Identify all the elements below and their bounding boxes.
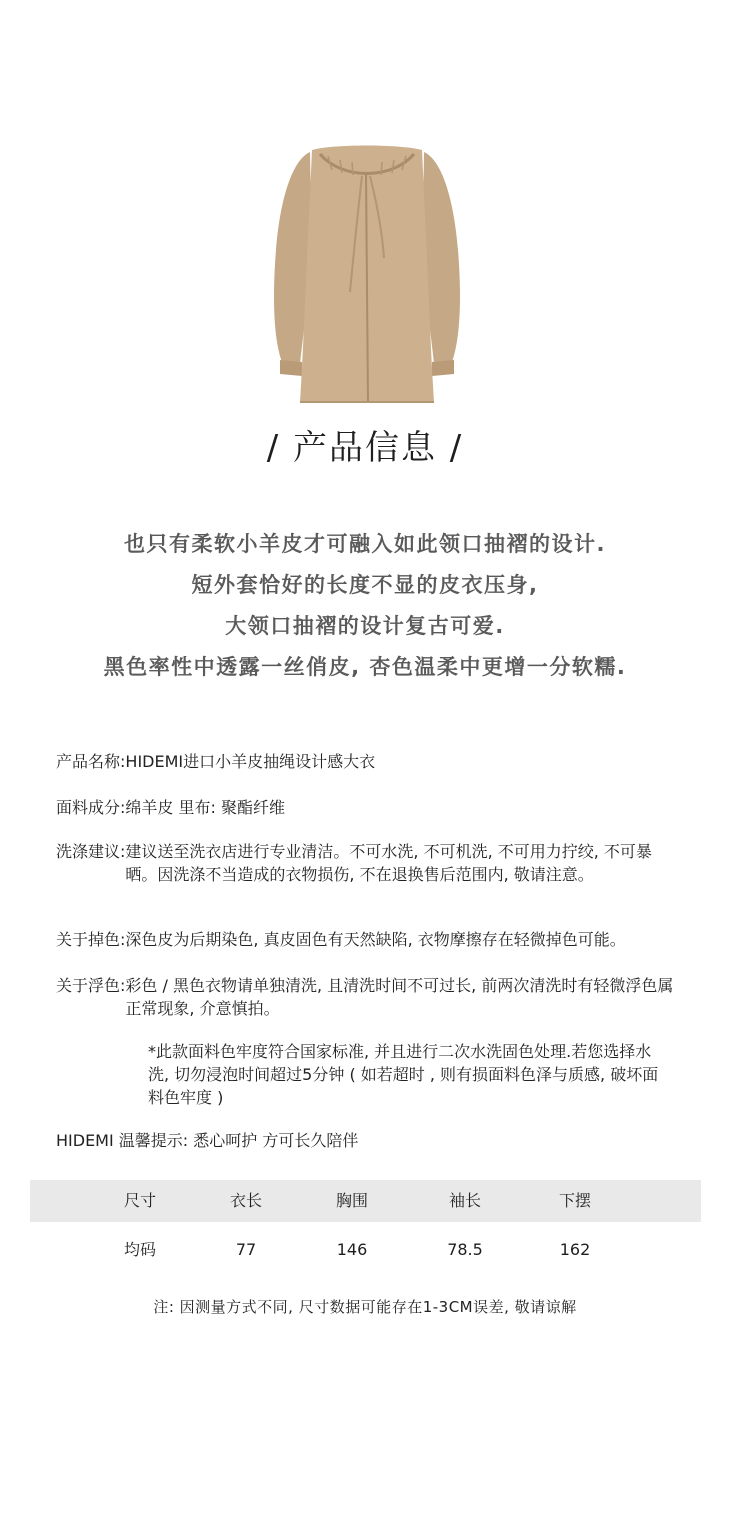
coat-illustration-icon [262, 140, 472, 410]
detail-value: 建议送至洗衣店进行专业清洁。不可水洗, 不可机洗, 不可用力拧绞, 不可暴晒。因洗涤不当造成的衣物损伤, 不在退换售后范围内, 敬请注意。 [125, 842, 652, 884]
header-cell: 胸围 [335, 1191, 368, 1210]
detail-label: 洗涤建议: [56, 842, 126, 861]
size-table-header [30, 1180, 701, 1222]
table-cell: 均码 [123, 1240, 156, 1259]
detail-value: 深色皮为后期染色, 真皮固色有天然缺陷, 衣物摩擦存在轻微掉色可能。 [125, 930, 626, 949]
header-cell: 下摆 [558, 1191, 591, 1210]
detail-name [56, 750, 676, 773]
care-tip: HIDEMI 温馨提示: 悉心呵护 方可长久陪伴 [56, 1131, 359, 1150]
detail-wash [56, 840, 676, 886]
detail-label: 面料成分: [56, 798, 126, 817]
table-cell: 78.5 [447, 1240, 483, 1259]
table-row [30, 1222, 701, 1278]
size-table [30, 1180, 701, 1278]
intro-line: 也只有柔软小羊皮才可融入如此领口抽褶的设计. [124, 532, 606, 556]
header-cell: 衣长 [229, 1191, 262, 1210]
detail-float [56, 974, 676, 1020]
intro-text [0, 524, 730, 688]
detail-fabric [56, 796, 676, 819]
detail-label: 关于掉色: [56, 930, 126, 949]
detail-value: 绵羊皮 里布: 聚酯纤维 [125, 798, 285, 817]
table-cell: 162 [559, 1240, 591, 1259]
detail-fade [56, 928, 676, 951]
product-image [262, 140, 472, 410]
header-cell: 尺寸 [123, 1191, 156, 1210]
detail-value: 彩色 / 黑色衣物请单独清洗, 且清洗时间不可过长, 前两次清洗时有轻微浮色属正常现象, 介意慎拍。 [125, 976, 674, 1018]
detail-label: 产品名称: [56, 752, 126, 771]
intro-line: 短外套恰好的长度不显的皮衣压身, [191, 573, 539, 597]
fabric-note: *此款面料色牢度符合国家标准, 并且进行二次水洗固色处理.若您选择水洗, 切勿浸泡时间超过5分钟 ( 如若超时 , 则有损面料色泽与质感, 破坏面料色牢度 ) [148, 1042, 659, 1107]
footnote: 注: 因测量方式不同, 尺寸数据可能存在1-3CM误差, 敬请谅解 [153, 1298, 577, 1316]
intro-line: 大领口抽褶的设计复古可爱. [225, 614, 505, 638]
detail-label: 关于浮色: [56, 976, 126, 995]
section-title: / 产品信息 / [266, 428, 464, 468]
intro-line: 黑色率性中透露一丝俏皮, 杏色温柔中更增一分软糯. [103, 655, 627, 679]
header-cell: 袖长 [448, 1191, 481, 1210]
table-cell: 146 [336, 1240, 368, 1259]
detail-value: HIDEMI进口小羊皮抽绳设计感大衣 [125, 752, 376, 771]
table-cell: 77 [235, 1240, 257, 1259]
